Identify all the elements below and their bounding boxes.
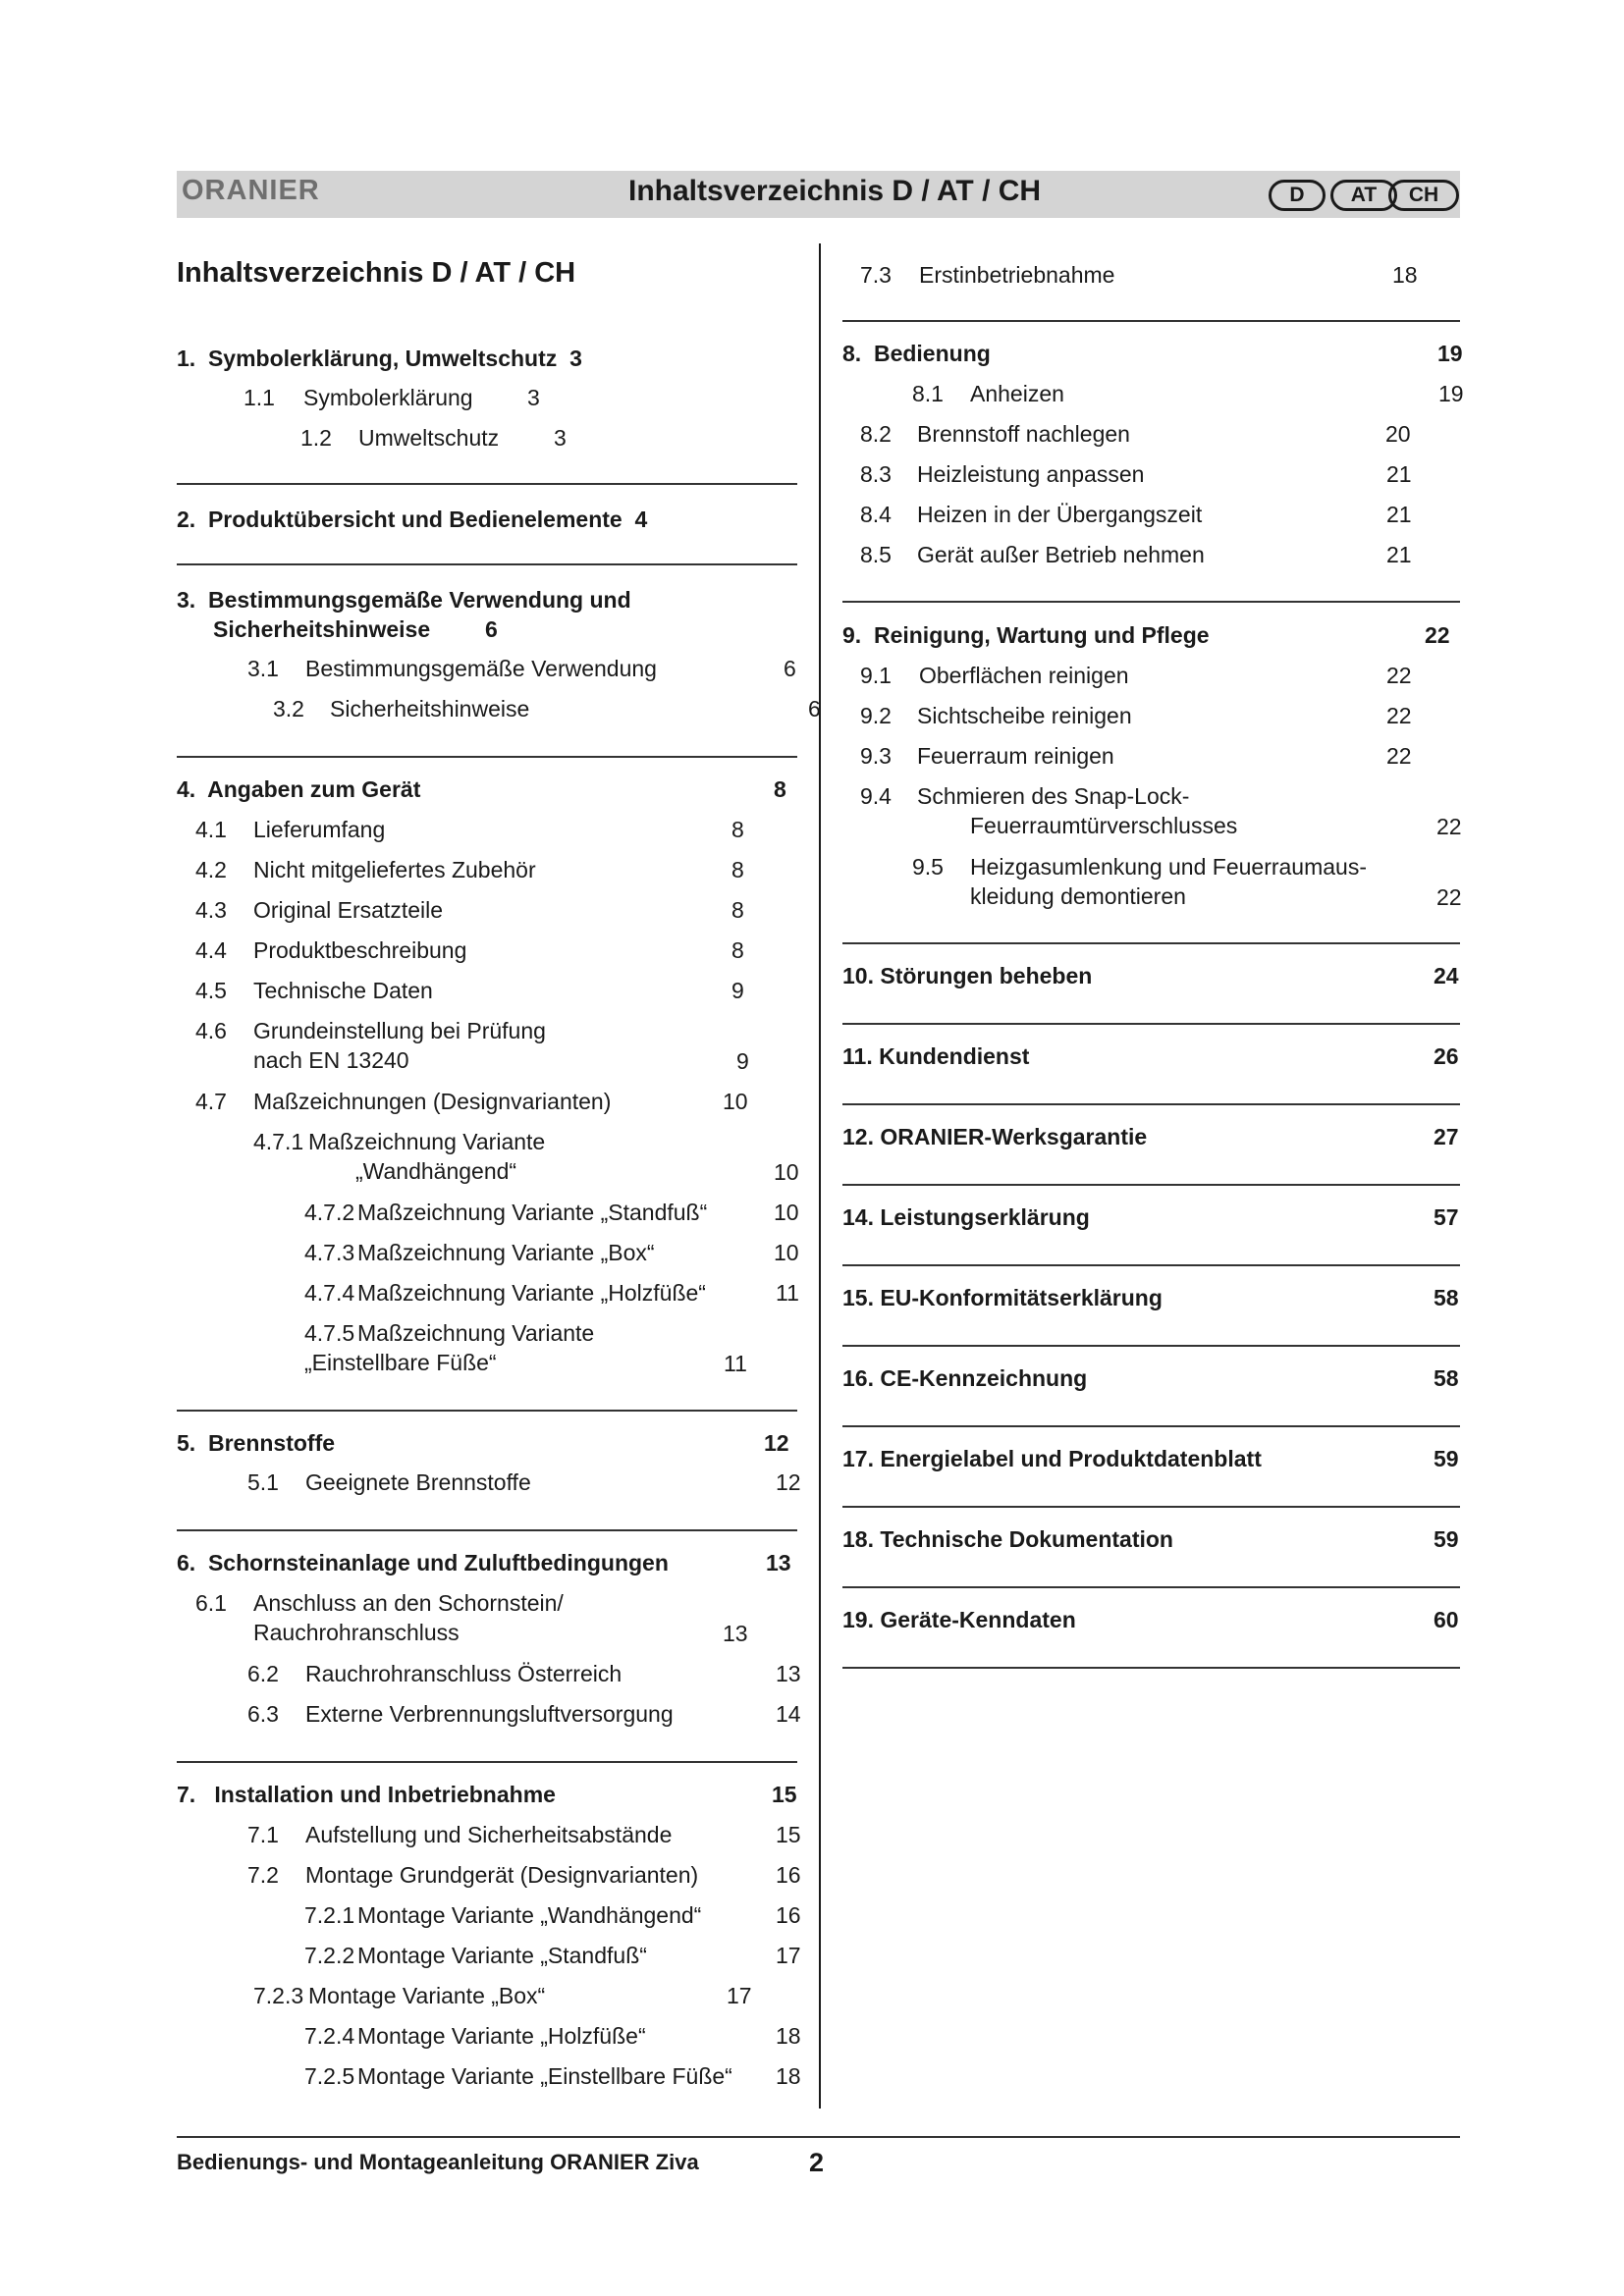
toc-entry-3-1[interactable] [247, 654, 279, 683]
entry-page-19: 60 [1434, 1607, 1459, 1632]
toc-entry-4-2[interactable] [195, 855, 227, 884]
entry-title-4-7-1-line2: „Wandhängend“ [355, 1158, 517, 1184]
section-rule [177, 1410, 797, 1412]
entry-page-7-2: 16 [776, 1862, 801, 1888]
entry-page-10: 24 [1434, 963, 1459, 988]
entry-page-5: 12 [764, 1430, 789, 1456]
entry-page-5-1: 12 [776, 1469, 801, 1495]
entry-title-7-2-1: Montage Variante „Wandhängend“ [357, 1902, 702, 1928]
toc-entry-8-3[interactable] [860, 459, 892, 489]
toc-entry-9[interactable] [842, 620, 1210, 650]
entry-title-4-5: Technische Daten [253, 978, 433, 1003]
entry-title-7-2-2: Montage Variante „Standfuß“ [357, 1943, 647, 1968]
toc-entry-4-6[interactable] [195, 1016, 227, 1045]
toc-entry-8-1[interactable] [912, 379, 944, 408]
entry-title-7-1: Aufstellung und Sicherheitsabstände [305, 1822, 673, 1847]
entry-title-8-1: Anheizen [970, 381, 1064, 406]
entry-page-4-7-5: 11 [724, 1351, 747, 1376]
toc-entry-6-3[interactable] [247, 1699, 279, 1729]
entry-number: 7.2.3 [253, 1983, 304, 2008]
section-rule [842, 1103, 1460, 1105]
entry-page-12: 27 [1434, 1124, 1459, 1149]
entry-number: 4.5 [195, 978, 227, 1003]
entry-number: 1.2 [300, 425, 332, 451]
entry-title-7-2-3: Montage Variante „Box“ [308, 1983, 546, 2008]
entry-title-8-5: Gerät außer Betrieb nehmen [917, 542, 1205, 567]
entry-number: 7.1 [247, 1822, 279, 1847]
section-rule [842, 1425, 1460, 1427]
entry-title: Reinigung, Wartung und Pflege [873, 622, 1210, 648]
entry-title-4-6-line2: nach EN 13240 [253, 1047, 409, 1073]
entry-number: 7. [177, 1782, 196, 1807]
entry-page-9-3: 22 [1386, 743, 1412, 769]
entry-title-8-3: Heizleistung anpassen [917, 461, 1145, 487]
entry-page-8-5: 21 [1386, 542, 1412, 567]
entry-page-8: 19 [1437, 341, 1463, 366]
entry-number: 9.3 [860, 743, 892, 769]
entry-title-4-6: Grundeinstellung bei Prüfung [253, 1018, 546, 1043]
toc-entry-7-2[interactable] [247, 1860, 279, 1890]
entry-page-4-7-2: 10 [774, 1200, 799, 1225]
entry-page-4-1: 8 [731, 817, 744, 842]
toc-entry-4-7-4[interactable] [304, 1278, 354, 1308]
entry-title-3-2: Sicherheitshinweise [330, 696, 530, 721]
section-rule [842, 601, 1460, 603]
entry-page-6-1: 13 [723, 1621, 748, 1646]
entry-page-1-2: 3 [554, 425, 567, 451]
section-rule [842, 942, 1460, 944]
toc-entry-8-5[interactable] [860, 540, 892, 569]
toc-entry-8[interactable] [842, 339, 991, 368]
column-divider [819, 243, 821, 2109]
entry-title: Brennstoffe [207, 1430, 336, 1456]
entry-page-9-2: 22 [1386, 703, 1412, 728]
toc-entry-7-2-5[interactable] [304, 2061, 354, 2091]
entry-page-7-1: 15 [776, 1822, 801, 1847]
entry-page-7-2-1: 16 [776, 1902, 801, 1928]
toc-entry-11[interactable]: 11. Kundendienst [842, 1043, 1030, 1069]
entry-title-6-1: Anschluss an den Schornstein/ [253, 1590, 564, 1616]
lang-badge-d: D [1269, 180, 1326, 211]
section-rule [177, 756, 797, 758]
toc-entry-18[interactable]: 18. Technische Dokumentation [842, 1526, 1173, 1552]
entry-title-4-7: Maßzeichnungen (Designvarianten) [253, 1089, 612, 1114]
section-rule [842, 1667, 1460, 1669]
entry-title-6-1-line2: Rauchrohranschluss [253, 1620, 460, 1645]
entry-number: 6.1 [195, 1590, 227, 1616]
entry-page-6-2: 13 [776, 1661, 801, 1686]
entry-number: 8.5 [860, 542, 892, 567]
toc-entry-12[interactable]: 12. ORANIER-Werksgarantie [842, 1124, 1148, 1149]
entry-title-8-4: Heizen in der Übergangszeit [917, 502, 1203, 527]
entry-title-4-7-4: Maßzeichnung Variante „Holzfüße“ [357, 1280, 706, 1306]
toc-entry-6[interactable] [177, 1548, 669, 1577]
toc-entry-2[interactable] [177, 505, 647, 534]
entry-title-4-7-1: Maßzeichnung Variante [308, 1129, 546, 1154]
entry-number: 8.2 [860, 421, 892, 447]
toc-entry-1-2[interactable] [300, 423, 332, 453]
entry-page-3-1: 6 [784, 656, 796, 681]
entry-number: 9.1 [860, 663, 892, 688]
entry-page-4-7-1: 10 [774, 1159, 799, 1185]
entry-number: 7.2 [247, 1862, 279, 1888]
entry-title-8-2: Brennstoff nachlegen [917, 421, 1130, 447]
entry-number: 4.7.5 [304, 1320, 355, 1346]
section-rule [842, 1264, 1460, 1266]
entry-page-15: 58 [1434, 1285, 1459, 1310]
entry-page-18: 59 [1434, 1526, 1459, 1552]
entry-number: 6. [177, 1550, 196, 1575]
entry-title-5-1: Geeignete Brennstoffe [305, 1469, 531, 1495]
entry-number: 4.3 [195, 897, 227, 923]
toc-entry-7-2-4[interactable] [304, 2021, 354, 2051]
entry-page-3: 6 [485, 616, 498, 642]
toc-entry-4-4[interactable] [195, 935, 227, 965]
entry-number: 7.3 [860, 262, 892, 288]
entry-page-4-5: 9 [731, 978, 744, 1003]
entry-number: 7.2.5 [304, 2063, 355, 2089]
entry-number: 4.1 [195, 817, 227, 842]
entry-page-4-6: 9 [736, 1048, 749, 1074]
toc-entry-7-2-2[interactable] [304, 1941, 354, 1970]
entry-number: 4.4 [195, 937, 227, 963]
entry-page-9: 22 [1425, 622, 1450, 648]
entry-title-1-2: Umweltschutz [358, 425, 500, 451]
entry-number: 9. [842, 622, 862, 648]
toc-entry-9-2[interactable] [860, 701, 892, 730]
toc-entry-4-7-3[interactable] [304, 1238, 354, 1267]
entry-title: Installation und Inbetriebnahme [214, 1782, 556, 1807]
toc-entry-7-3[interactable] [860, 260, 892, 290]
entry-number: 4.7.1 [253, 1129, 304, 1154]
entry-number: 1. [177, 346, 196, 371]
entry-page: 4 [634, 507, 648, 532]
toc-entry-19[interactable]: 19. Geräte-Kenndaten [842, 1607, 1076, 1632]
entry-title-6-2: Rauchrohranschluss Österreich [305, 1661, 623, 1686]
section-rule [177, 483, 797, 485]
section-rule [842, 1586, 1460, 1588]
entry-page-7-2-5: 18 [776, 2063, 801, 2089]
entry-page-16: 58 [1434, 1365, 1459, 1391]
toc-entry-5-1[interactable] [247, 1468, 279, 1497]
entry-page-8-2: 20 [1385, 421, 1411, 447]
entry-page-7: 15 [772, 1782, 797, 1807]
entry-page-14: 57 [1434, 1204, 1459, 1230]
entry-number: 9.2 [860, 703, 892, 728]
entry-page-7-2-3: 17 [727, 1983, 752, 2008]
entry-title-4-1: Lieferumfang [253, 817, 386, 842]
entry-page-7-2-2: 17 [776, 1943, 801, 1968]
entry-title-9-3: Feuerraum reinigen [917, 743, 1114, 769]
toc-entry-4-7-5[interactable] [304, 1318, 354, 1348]
entry-page-8-1: 19 [1438, 381, 1464, 406]
toc-entry-4-7-1[interactable] [253, 1127, 303, 1156]
entry-title-4-7-5-line2: „Einstellbare Füße“ [304, 1350, 497, 1375]
toc-entry-3-2[interactable] [273, 694, 304, 723]
entry-title-9-4-line2: Feuerraumtürverschlusses [970, 813, 1238, 838]
toc-entry-7-2-1[interactable] [304, 1900, 354, 1930]
entry-number: 2. [177, 507, 196, 532]
entry-number: 8.1 [912, 381, 944, 406]
entry-number: 3.2 [273, 696, 304, 721]
entry-title-7-2-5: Montage Variante „Einstellbare Füße“ [357, 2063, 732, 2089]
entry-page-11: 26 [1434, 1043, 1459, 1069]
entry-page-4-4: 8 [731, 937, 744, 963]
entry-page-9-4: 22 [1436, 814, 1462, 839]
toc-entry-7-2-3[interactable] [253, 1981, 303, 2010]
toc-entry-10[interactable]: 10. Störungen beheben [842, 963, 1093, 988]
entry-page-3-2: 6 [808, 696, 821, 721]
entry-number: 4.7.2 [304, 1200, 355, 1225]
section-rule [842, 320, 1460, 322]
entry-page-17: 59 [1434, 1446, 1459, 1471]
entry-page-4-7: 10 [723, 1089, 748, 1114]
entry-title-6-3: Externe Verbrennungsluftversorgung [305, 1701, 674, 1727]
entry-number: 3.1 [247, 656, 279, 681]
toc-entry-8-2[interactable] [860, 419, 892, 449]
header-title: Inhaltsverzeichnis D / AT / CH [628, 175, 1042, 207]
entry-page-9-5: 22 [1436, 884, 1462, 910]
entry-number: 4.2 [195, 857, 227, 882]
entry-title-9-5: Heizgasumlenkung und Feuerraumaus- [970, 854, 1367, 880]
entry-page-6: 13 [766, 1550, 791, 1575]
toc-entry-6-2[interactable] [247, 1659, 279, 1688]
entry-title-7-2-4: Montage Variante „Holzfüße“ [357, 2023, 646, 2049]
entry-page-9-1: 22 [1386, 663, 1412, 688]
toc-entry-5[interactable] [177, 1428, 335, 1458]
entry-title-4-3: Original Ersatzteile [253, 897, 444, 923]
section-rule [177, 1761, 797, 1763]
entry-number: 9.4 [860, 783, 892, 809]
entry-title-9-1: Oberflächen reinigen [919, 663, 1129, 688]
entry-page-4-2: 8 [731, 857, 744, 882]
brand-logo: ORANIER [182, 175, 320, 206]
toc-entry-9-5[interactable] [912, 852, 944, 881]
entry-title-7-2: Montage Grundgerät (Designvarianten) [305, 1862, 699, 1888]
entry-number: 8.3 [860, 461, 892, 487]
lang-badge-ch: CH [1388, 180, 1459, 211]
toc-entry-4-7[interactable] [195, 1087, 227, 1116]
footer-text: Bedienungs- und Montageanleitung ORANIER Ziva [177, 2150, 699, 2174]
entry-title-4-2: Nicht mitgeliefertes Zubehör [253, 857, 536, 882]
entry-number: 7.2.2 [304, 1943, 355, 1968]
entry-number: 4. [177, 776, 196, 802]
entry-title-1-1: Symbolerklärung [303, 385, 473, 410]
entry-title: Bestimmungsgemäße Verwendung und [207, 587, 631, 613]
section-rule [177, 1529, 797, 1531]
toc-entry-9-1[interactable] [860, 661, 892, 690]
entry-page-6-3: 14 [776, 1701, 801, 1727]
toc-entry-8-4[interactable] [860, 500, 892, 529]
entry-page: 3 [569, 346, 582, 371]
entry-title-3-1: Bestimmungsgemäße Verwendung [305, 656, 657, 681]
entry-title: Symbolerklärung, Umweltschutz [207, 346, 558, 371]
entry-title: Produktübersicht und Bedienelemente [207, 507, 623, 532]
entry-title-9-2: Sichtscheibe reinigen [917, 703, 1132, 728]
entry-number: 1.1 [244, 385, 275, 410]
entry-number: 5.1 [247, 1469, 279, 1495]
section-rule [842, 1345, 1460, 1347]
toc-entry-4-1[interactable] [195, 815, 227, 844]
entry-page-8-3: 21 [1386, 461, 1412, 487]
entry-page-8-4: 21 [1386, 502, 1412, 527]
toc-entry-1[interactable] [177, 344, 582, 373]
entry-number: 3. [177, 587, 196, 613]
toc-entry-3[interactable] [177, 585, 631, 614]
footer-rule [177, 2136, 1460, 2138]
entry-title-4-4: Produktbeschreibung [253, 937, 467, 963]
entry-number: 6.2 [247, 1661, 279, 1686]
entry-number: 8. [842, 341, 862, 366]
toc-entry-9-4[interactable] [860, 781, 892, 811]
toc-entry-17[interactable]: 17. Energielabel und Produktdatenblatt [842, 1446, 1262, 1471]
toc-entry-4-3[interactable] [195, 895, 227, 925]
toc-entry-1-1[interactable] [244, 383, 275, 412]
entry-title-7-3: Erstinbetriebnahme [919, 262, 1115, 288]
entry-page-4: 8 [774, 776, 786, 802]
toc-entry-4-7-2[interactable] [304, 1198, 354, 1227]
entry-number: 4.7.3 [304, 1240, 355, 1265]
section-rule [177, 563, 797, 565]
section-rule [842, 1184, 1460, 1186]
entry-number: 8.4 [860, 502, 892, 527]
entry-page-4-7-3: 10 [774, 1240, 799, 1265]
entry-page-7-3: 18 [1392, 262, 1418, 288]
entry-page-1-1: 3 [527, 385, 540, 410]
entry-number: 4.7.4 [304, 1280, 355, 1306]
entry-page-4-7-4: 11 [776, 1280, 799, 1306]
entry-page-7-2-4: 18 [776, 2023, 801, 2049]
entry-number: 6.3 [247, 1701, 279, 1727]
toc-entry-4[interactable] [177, 774, 420, 804]
toc-entry-6-1[interactable] [195, 1588, 227, 1618]
entry-title: Schornsteinanlage und Zuluftbedingungen [207, 1550, 669, 1575]
entry-title-9-4: Schmieren des Snap-Lock- [917, 783, 1190, 809]
section-rule [842, 1023, 1460, 1025]
toc-entry-7[interactable] [177, 1780, 556, 1809]
toc-title: Inhaltsverzeichnis D / AT / CH [177, 257, 576, 289]
toc-entry-14[interactable]: 14. Leistungserklärung [842, 1204, 1090, 1230]
lang-badge-at: AT [1330, 180, 1397, 211]
entry-title: Bedienung [873, 341, 991, 366]
toc-entry-9-3[interactable] [860, 741, 892, 771]
entry-title-4-7-2: Maßzeichnung Variante „Standfuß“ [357, 1200, 708, 1225]
entry-number: 4.7 [195, 1089, 227, 1114]
entry-number: 7.2.4 [304, 2023, 355, 2049]
entry-title-9-5-line2: kleidung demontieren [970, 883, 1186, 909]
entry-number: 4.6 [195, 1018, 227, 1043]
entry-title-4-7-5: Maßzeichnung Variante [357, 1320, 595, 1346]
toc-entry-15[interactable]: 15. EU-Konformitätserklärung [842, 1285, 1163, 1310]
page-number: 2 [809, 2148, 825, 2177]
section-rule [842, 1506, 1460, 1508]
toc-entry-4-5[interactable] [195, 976, 227, 1005]
entry-title-4-7-3: Maßzeichnung Variante „Box“ [357, 1240, 655, 1265]
entry-number: 7.2.1 [304, 1902, 355, 1928]
entry-page-4-3: 8 [731, 897, 744, 923]
toc-entry-7-1[interactable] [247, 1820, 279, 1849]
entry-number: 5. [177, 1430, 196, 1456]
toc-entry-16[interactable]: 16. CE-Kennzeichnung [842, 1365, 1088, 1391]
entry-title: Angaben zum Gerät [207, 776, 421, 802]
entry-number: 9.5 [912, 854, 944, 880]
entry-title-3-line2: Sicherheitshinweise [213, 616, 431, 642]
